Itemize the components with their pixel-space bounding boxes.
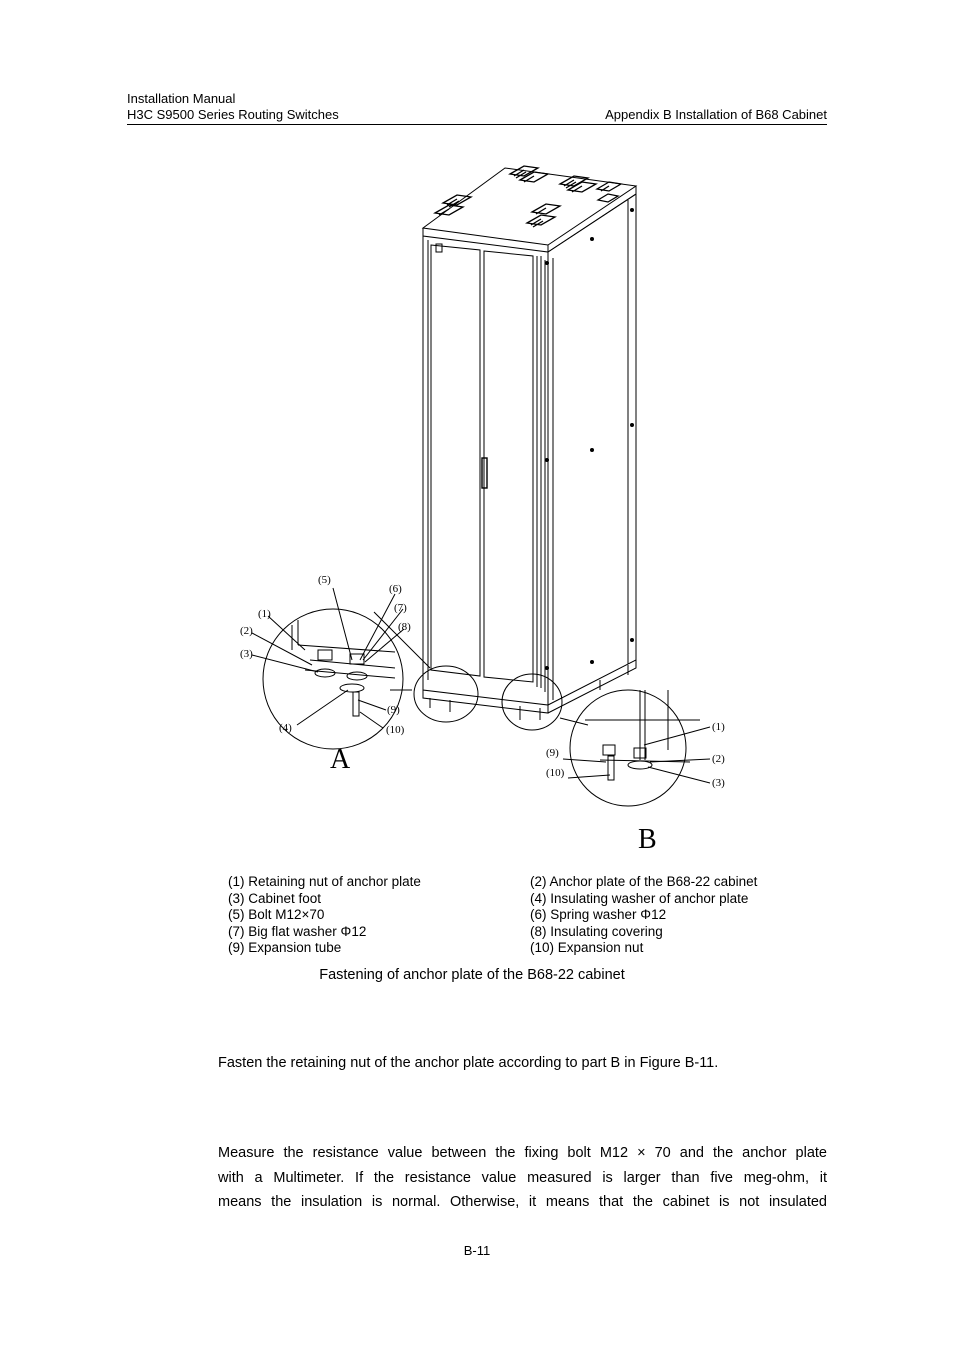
callout-a-8: (8): [398, 621, 411, 633]
legend-item: (1) Retaining nut of anchor plate: [228, 874, 421, 889]
detail-label-a: A: [330, 744, 351, 775]
legend-item: (6) Spring washer Φ12: [530, 907, 667, 923]
detail-circle-a-small: [414, 666, 478, 722]
callout-a-4: (4): [279, 722, 292, 734]
figure-caption: [0, 967, 954, 983]
cabinet-right-door: [484, 251, 533, 682]
callout-a-10: (10): [386, 724, 405, 736]
paragraph-line: Measure the resistance value between the fixing bolt M12 × 70 and the anchor plate: [218, 1145, 827, 1161]
legend-item: (5) Bolt M12×70: [228, 907, 325, 923]
callout-a-3: (3): [240, 648, 253, 660]
callout-a-2: (2): [240, 625, 253, 637]
callout-a-1: (1): [258, 608, 271, 620]
callout-a-9: (9): [387, 704, 400, 716]
legend-item: (3) Cabinet foot: [228, 890, 322, 906]
detail-label-b: B: [638, 824, 657, 855]
callout-b-10: (10): [546, 767, 565, 779]
legend-right-column: [530, 874, 757, 957]
callout-b-1: (1): [712, 721, 725, 733]
cabinet-left-door: [431, 245, 480, 676]
legend-item: (2) Anchor plate of the B68-22 cabinet: [530, 874, 758, 889]
paragraph-line: means the insulation is normal. Otherwise, it means that the cabinet is not insulated: [218, 1194, 827, 1210]
legend-item: (10) Expansion nut: [530, 940, 644, 956]
figure-caption-text: Fastening of anchor plate of the B68-22 cabinet: [319, 967, 625, 983]
legend-item: (9) Expansion tube: [228, 940, 342, 956]
header-product-name: H3C S9500 Series Routing Switches: [127, 107, 339, 122]
legend-item: (4) Insulating washer of anchor plate: [530, 890, 749, 906]
legend-left-column: [228, 874, 421, 957]
header-manual-title: Installation Manual: [127, 91, 236, 106]
detail-circle-b: [570, 690, 686, 806]
page-number: B-11: [463, 1243, 491, 1258]
body-paragraph-2: [218, 1141, 827, 1215]
legend-item: (7) Big flat washer Φ12: [228, 923, 367, 939]
callout-b-2: (2): [712, 753, 725, 765]
callout-a-6: (6): [389, 583, 402, 595]
callout-a-7: (7): [394, 602, 407, 614]
callout-b-3: (3): [712, 777, 725, 789]
paragraph-line: with a Multimeter. If the resistance value measured is larger than five meg-ohm, it: [218, 1169, 827, 1186]
callout-b-9: (9): [546, 747, 559, 759]
header-section-title: Appendix B Installation of B68 Cabinet: [605, 107, 827, 122]
cabinet-front-frame: [423, 236, 548, 705]
callout-a-5: (5): [318, 574, 331, 586]
body-paragraph-1: Fasten the retaining nut of the anchor plate according to part B in Figure B-11.: [218, 1055, 719, 1071]
legend-item: (8) Insulating covering: [530, 923, 663, 939]
